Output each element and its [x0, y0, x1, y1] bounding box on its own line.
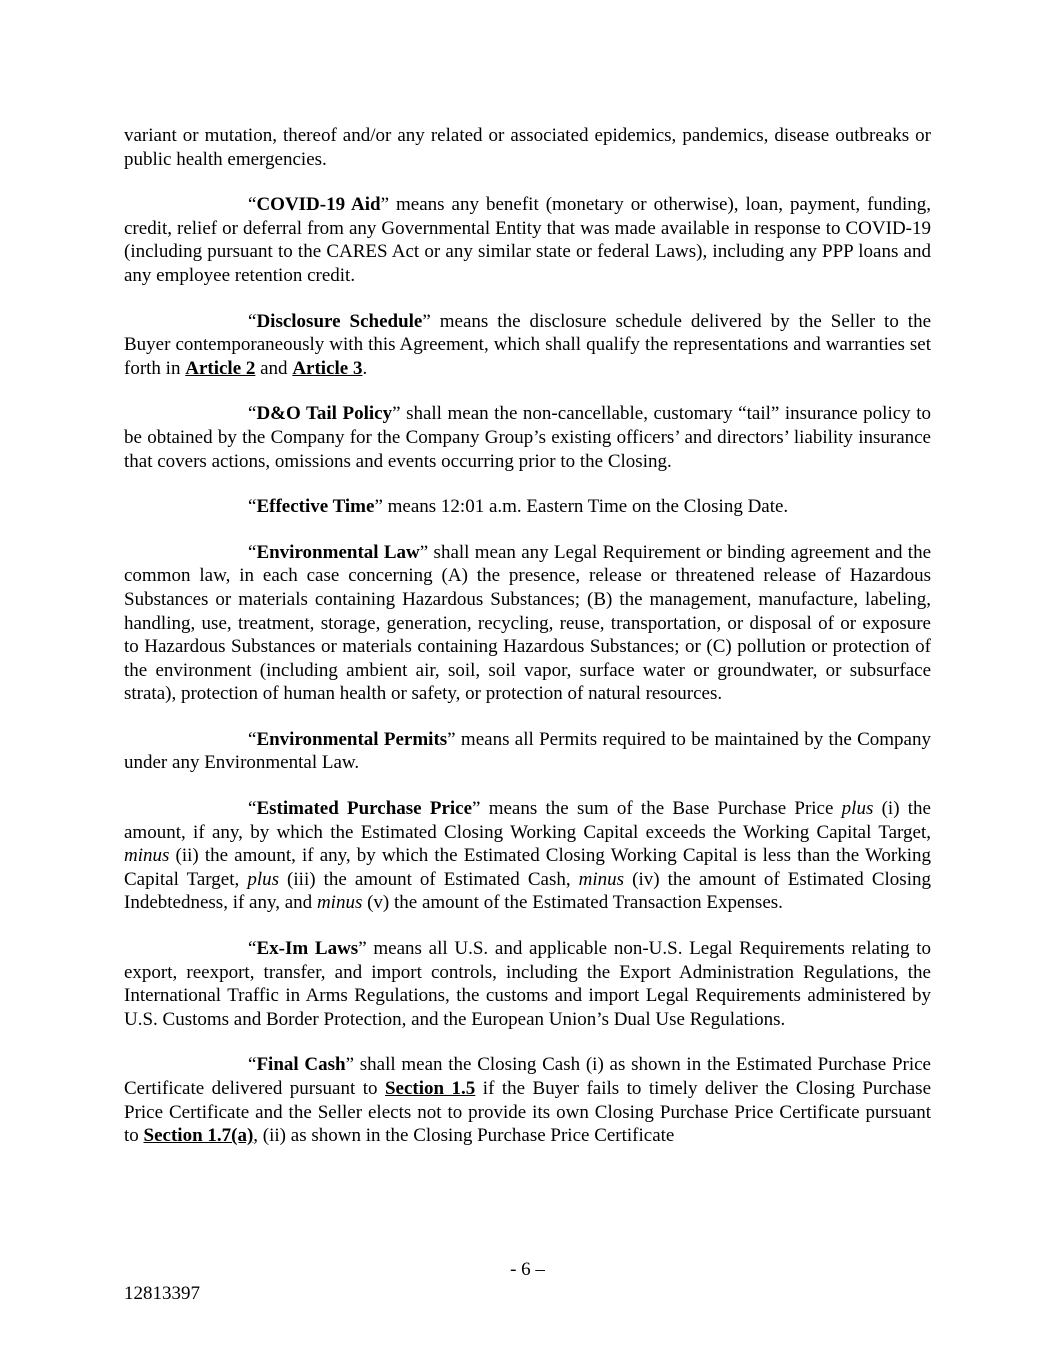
- definition-environmental-permits: “Environmental Permits” means all Permits required to be maintained by the Company under any Environmental Law.: [124, 728, 931, 774]
- definition-final-cash: “Final Cash” shall mean the Closing Cash (i) as shown in the Estimated Purchase Price Certificate delivered pursuant to Section 1.5 if the Buyer fails to timely deliver the Closing Purchase Price Certificate and the Seller elects not to provide its own Closing Purchase Price Certificate pursuant to Section 1.7(a), (ii) as shown in the Closing Purchase Price Certificate: [124, 1054, 932, 1147]
- defined-term: Environmental Law: [256, 541, 420, 563]
- defined-term: Estimated Purchase Price: [256, 798, 473, 820]
- cross-reference-article-2[interactable]: Article 2: [185, 357, 256, 379]
- defined-term: Disclosure Schedule: [256, 310, 423, 332]
- page-number: - 6 –: [510, 1259, 545, 1280]
- definition-covid19-aid: “COVID-19 Aid” means any benefit (monetary or otherwise), loan, payment, funding, credit, relief or deferral from any Governmental Entity that was made available in response to COVID-19 (including pursuant to the CARES Act or any similar state or federal Laws), including any PPP loans and any employee retention credit.: [124, 194, 931, 286]
- definition-environmental-law: “Environmental Law” shall mean any Legal Requirement or binding agreement and the common law, in each case concerning (A) the presence, release or threatened release of Hazardous Substances or materials containing Hazardous Substances; (B) the management, manufacture, labeling, handling, use, treatment, storage, generation, recycling, reuse, transportation, or disposal of or exposure to Hazardous Substances or materials containing Hazardous Substances; or (C) pollution or protection of the environment (including ambient air, soil, soil vapor, surface water or groundwater, or subsurface strata), protection of human health or safety, or protection of natural resources.: [124, 541, 931, 705]
- paragraph-continuation: variant or mutation, thereof and/or any related or associated epidemics, pandemics, disease outbreaks or public health emergencies.: [124, 125, 931, 170]
- cross-reference-section-1-7a[interactable]: Section 1.7(a): [143, 1125, 254, 1147]
- definition-do-tail-policy: “D&O Tail Policy” shall mean the non-cancellable, customary “tail” insurance policy to be obtained by the Company for the Company Group’s existing officers’ and directors’ liability insurance that covers actions, omissions and events occurring prior to the Closing.: [124, 403, 931, 472]
- document-id: 12813397: [124, 1283, 200, 1304]
- defined-term: Effective Time: [256, 496, 375, 518]
- defined-term: COVID-19 Aid: [256, 194, 381, 216]
- definition-ex-im-laws: “Ex-Im Laws” means all U.S. and applicable non-U.S. Legal Requirements relating to export, reexport, transfer, and import controls, including the Export Administration Regulations, the International Traffic in Arms Regulations, the customs and import Legal Requirements administered by U.S. Customs and Border Protection, and the European Union’s Dual Use Regulations.: [124, 938, 931, 1030]
- defined-term: Ex-Im Laws: [256, 938, 359, 960]
- definition-estimated-purchase-price: “Estimated Purchase Price” means the sum of the Base Purchase Price plus (i) the amount, if any, by which the Estimated Closing Working Capital exceeds the Working Capital Target, minus (ii) the amount, if any, by which the Estimated Closing Working Capital is less than the Working Capital Target, plus (iii) the amount of Estimated Cash, minus (iv) the amount of Estimated Closing Indebtedness, if any, and minus (v) the amount of the Estimated Transaction Expenses.: [124, 798, 931, 914]
- cross-reference-section-1-5[interactable]: Section 1.5: [384, 1078, 476, 1099]
- defined-term: Environmental Permits: [256, 728, 448, 750]
- document-body: [124, 124, 931, 1148]
- cross-reference-article-3[interactable]: Article 3: [292, 357, 363, 379]
- defined-term: D&O Tail Policy: [256, 403, 393, 425]
- defined-term: Final Cash: [256, 1054, 346, 1076]
- definition-disclosure-schedule: “Disclosure Schedule” means the disclosure schedule delivered by the Seller to the Buyer contemporaneously with this Agreement, which shall qualify the representations and warranties set forth in Article 2 and Article 3.: [124, 310, 932, 379]
- definition-effective-time: “Effective Time” means 12:01 a.m. Eastern Time on the Closing Date.: [248, 496, 789, 518]
